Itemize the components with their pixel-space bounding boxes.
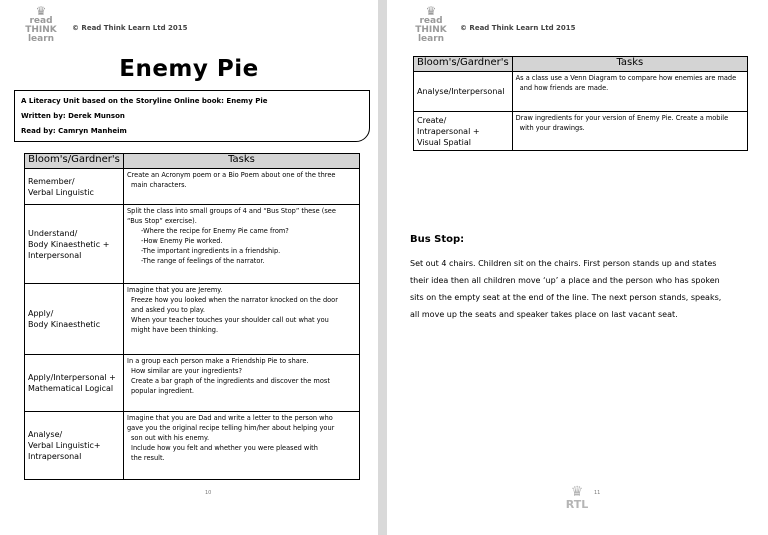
blooms-gardners-cell: Understand/ Body Kinaesthetic + Interpersonal (25, 205, 124, 284)
table-row (414, 112, 748, 151)
blooms-gardners-cell: Apply/Interpersonal + Mathematical Logical (25, 355, 124, 412)
copyright-text: © Read Think Learn Ltd 2015 (72, 24, 188, 32)
table-row (25, 412, 360, 480)
blooms-gardners-cell: Create/ Intrapersonal + Visual Spatial (414, 112, 513, 151)
unit-description: A Literacy Unit based on the Storyline Online book: Enemy Pie (21, 97, 268, 105)
task-cell: Split the class into small groups of 4 and “Bus Stop” these (see “Bus Stop” exercise). -Where the recipe for Enemy Pie came from? -How Enemy Pie worked. -The important ingredients in a friendship. -The range of feelings of the narrator. (124, 205, 360, 284)
table-row (414, 72, 748, 112)
blooms-gardners-cell: Analyse/ Verbal Linguistic+ Intrapersonal (25, 412, 124, 480)
task-cell: As a class use a Venn Diagram to compare how enemies are made and how friends are made. (512, 72, 747, 112)
blooms-gardners-cell: Analyse/Interpersonal (414, 72, 513, 112)
task-cell: Imagine that you are Dad and write a letter to the person who gave you the original recipe telling him/her about helping your son out with his enemy. Include how you felt and whether you were pleased with the result. (124, 412, 360, 480)
table-row (25, 284, 360, 355)
tasks-table (24, 153, 360, 480)
task-cell: In a group each person make a Friendship Pie to share. How similar are your ingredients? Create a bar graph of the ingredients and discover the most popular ingredient. (124, 355, 360, 412)
table-header-tasks: Tasks (124, 154, 360, 169)
read-think-learn-logo: ♛ read THINK learn (415, 4, 447, 44)
book-info-box (14, 90, 370, 142)
tasks-table-continued (413, 56, 748, 151)
table-row (25, 205, 360, 284)
crown-icon: ♛ (35, 4, 47, 18)
task-cell: Draw ingredients for your version of Enemy Pie. Create a mobile with your drawings. (512, 112, 747, 151)
task-cell: Imagine that you are Jeremy. Freeze how you looked when the narrator knocked on the door and asked you to play. When your teacher touches your shoulder call out what you might have been thinking. (124, 284, 360, 355)
table-row (25, 355, 360, 412)
rtl-footer-logo: ♛ RTL (559, 486, 595, 510)
table-row (25, 169, 360, 205)
page-number: 11 (594, 490, 601, 496)
table-header-blooms: Bloom's/Gardner's (25, 154, 124, 169)
blooms-gardners-cell: Remember/ Verbal Linguistic (25, 169, 124, 205)
table-header-tasks: Tasks (512, 57, 747, 72)
task-cell: Create an Acronym poem or a Bio Poem about one of the three main characters. (124, 169, 360, 205)
bus-stop-heading: Bus Stop: (410, 234, 465, 245)
crown-icon: ♛ (425, 4, 437, 18)
copyright-text: © Read Think Learn Ltd 2015 (460, 24, 576, 32)
author-line: Written by: Derek Munson (21, 112, 125, 120)
crown-icon: ♛ (570, 484, 584, 500)
page-number: 10 (205, 490, 212, 496)
read-think-learn-logo: ♛ read THINK learn (25, 4, 57, 44)
reader-line: Read by: Camryn Manheim (21, 127, 127, 135)
bus-stop-paragraph: Set out 4 chairs. Children sit on the chairs. First person stands up and states their idea then all children move ‘up’ a place and the person who has spoken sits on the empty seat at the end of the line. The next person stands, speaks, all move up the seats and speaker takes place on last vacant seat. (410, 259, 722, 319)
document-page-left (0, 0, 378, 535)
document-page-right (387, 0, 768, 535)
table-header-blooms: Bloom's/Gardner's (414, 57, 513, 72)
blooms-gardners-cell: Apply/ Body Kinaesthetic (25, 284, 124, 355)
page-title: Enemy Pie (119, 56, 259, 82)
